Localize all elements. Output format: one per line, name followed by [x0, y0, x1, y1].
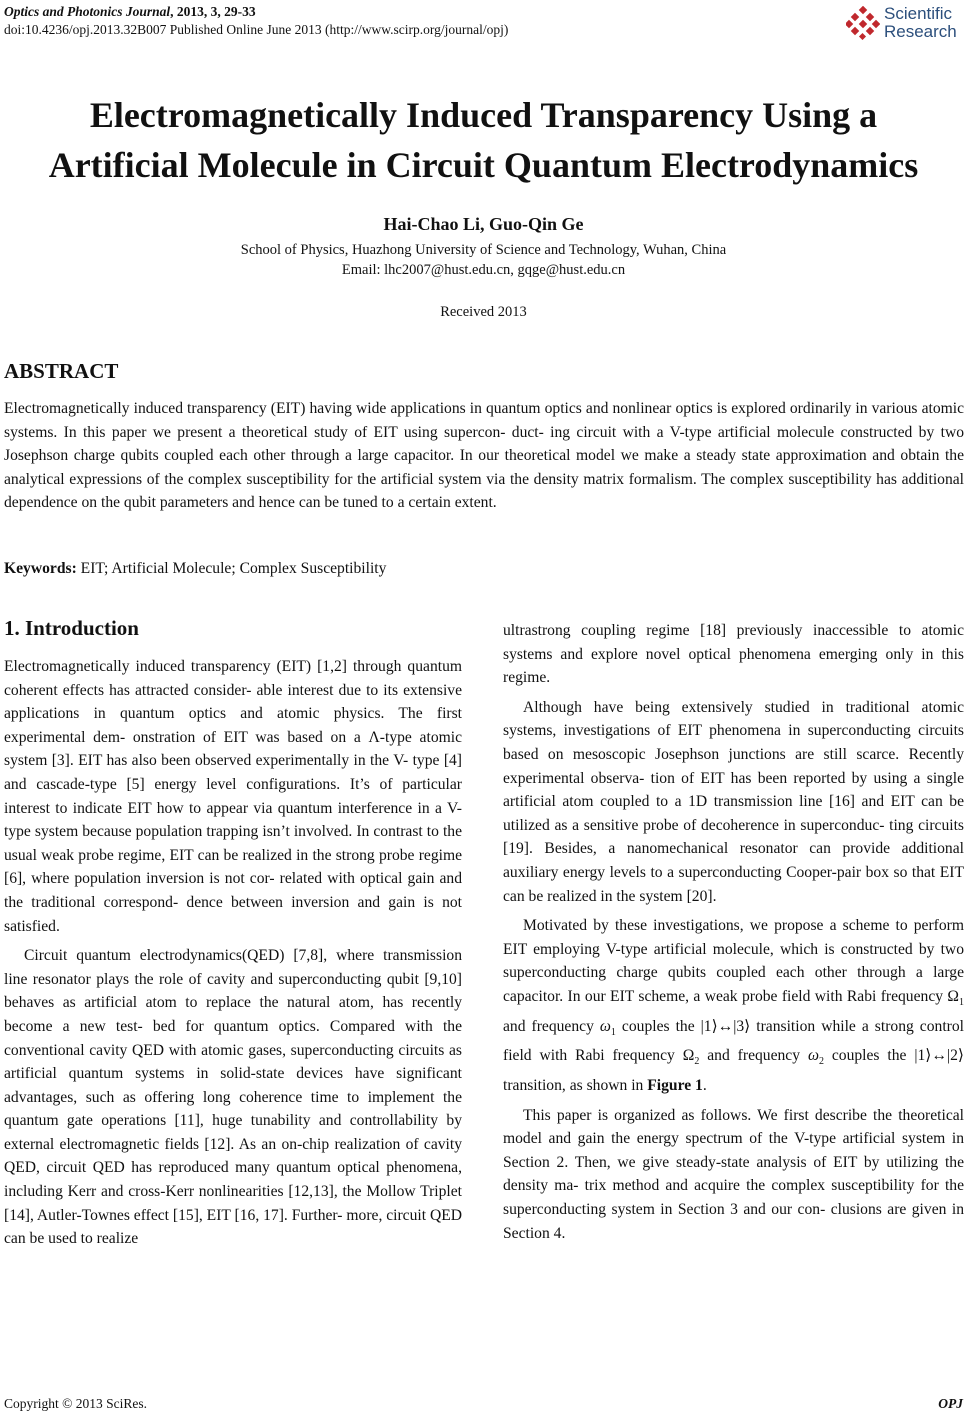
figure-1-link[interactable]: Figure 1 [647, 1077, 703, 1095]
logo-line2: Research [884, 22, 957, 41]
keywords-label: Keywords: [4, 560, 77, 577]
intro-paragraph-6: This paper is organized as follows. We first describe the theoretical model and gain the energy spectrum of the V-type artificial system in Section 2. Then, we give steady-state analysis of EIT by utilizing the density ma- trix method and acquire the complex susceptibility for the superconducting system in Section 3 and our con- clusions are given in Section 4. [503, 1106, 964, 1242]
keywords [4, 560, 386, 578]
authors: Hai-Chao Li, Guo-Qin Ge [383, 214, 584, 234]
transition-1-3: |1⟩↔|3⟩ [700, 1017, 751, 1035]
abstract-heading: ABSTRACT [4, 359, 119, 383]
paper-title [0, 90, 967, 190]
doi-line: doi:10.4236/opj.2013.32B007 Published Online June 2013 (http://www.scirp.org/journal/opj) [4, 22, 509, 37]
journal-name: Optics and Photonics Journal [4, 4, 171, 19]
keywords-text: EIT; Artificial Molecule; Complex Susceptibility [76, 560, 387, 577]
transition-1-2: |1⟩↔|2⟩ [914, 1047, 964, 1065]
logo-line1: Scientific [884, 4, 953, 23]
omega2-symbol: $\Omega_2$ [682, 1047, 700, 1068]
email: Email: lhc2007@hust.edu.cn, gqge@hust.edu.cn [341, 262, 626, 278]
title-line-1: Electromagnetically Induced Transparency Using a [89, 95, 878, 135]
intro-paragraph-1: Electromagnetically induced transparency (EIT) [1,2] through quantum coherent effects has attracted consider- able interest due to its extensive applications in quantum optics and atomic physics. The first experimental dem- onstration of EIT was based on a Λ-type atomic system [3]. EIT has also been observed experimentally in the V- type [4] and cascade-type [5] energy level configurations. It’s of particular interest to indicate EIT how to appear via quantum interference in a V-type system because population trapping isn’t involved. In contrast to the usual weak probe regime, EIT can be realized in the strong probe regime [6], where population inversion is not cor- related with optical gain and the traditional correspond- dence between inversion and gain is not satisfied. [4, 658, 462, 935]
intro-paragraph-4: Although have being extensively studied in traditional atomic systems, investigations of EIT phenomena in superconducting circuits based on mesoscopic Josephson junctions are still scarce. Recently experimental observa- tion of EIT has been reported by using a single artificial atom coupled to a 1D transmission line [16] and EIT can be utilized as a sensitive probe of decoherence in superconduc- ting circuits [19]. Besides, a nanomechanical resonator can provide additional auxiliary energy levels to a superconducting Cooper-pair box so that EIT can be realized in the system [20]. [503, 698, 964, 905]
omega1-symbol: $\Omega_1$ [947, 987, 964, 1009]
intro-paragraph-3: ultrastrong coupling regime [18] previously inaccessible to atomic systems and explore novel optical phenomena emerging only in this regime. [503, 622, 964, 687]
left-column [4, 655, 462, 1257]
omega1-frequency: ω [599, 1017, 611, 1035]
journal-header [4, 3, 256, 21]
journal-volume: , 2013, 3, 29-33 [170, 4, 256, 19]
title-line-2: Artificial Molecule in Circuit Quantum Electrodynamics [48, 145, 919, 185]
copyright: Copyright © 2013 SciRes. [4, 1396, 148, 1411]
intro-paragraph-2: Circuit quantum electrodynamics(QED) [7,8], where transmission line resonator plays the role of cavity and superconducting qubit [9,10] behaves as artificial atom to replace the natural atom, has recently become a new test- bed for quantum optics. Compared with the conventional cavity QED with atomic gases, superconducting circuits as artificial quantum systems in solid-state devices have significant advantages, such as offering long coherence time to implement the quantum gate operations [11], huge tunability and controllability by external electromagnetic fields [12]. As an on-chip realization of cavity QED, circuit QED has reproduced many quantum optical phenomena, including Kerr and cross-Kerr nonlinearities [12,13], the Mollow Triplet [14], Autler-Townes effect [15], EIT [16, 17]. Further- more, circuit QED can be used to realize [4, 947, 463, 1248]
right-column [503, 619, 964, 1251]
intro-paragraph-5: Motivated by these investigations, we propose a scheme to perform EIT employing V-type artificial molecule, which is constructed by two superconducting charge qubits coupled each other through a large capacitor. In our EIT scheme, a weak probe field with Rabi frequency $\Omega_1$ and frequency $\omega_1$ couples the |1⟩↔|3⟩ transition while a strong control field with Rabi frequency $\Omega_2$ and frequency $\omega_2$ couples the |1⟩↔|2⟩ transition, as shown in Figure 1. [503, 917, 964, 1095]
affiliation: School of Physics, Huazhong University of Science and Technology, Wuhan, China [240, 242, 727, 258]
publisher-logo [846, 2, 964, 44]
abstract-body: Electromagnetically induced transparency (EIT) having wide applications in quantum optics and nonlinear optics is explored ordinarily in various atomic systems. In this paper we present a theoretical study of EIT using supercon- duct- ing circuit with a V-type artificial molecule constructed by two Josephson charge qubits coupled each other through a large capacitor. In our theoretical model we make a steady state approximation and obtain the analytical expressions of the complex susceptibility for the artificial system via the density matrix formalism. The complex susceptibility has additional dependence on the qubit parameters and hence can be tuned to a certain extent. [4, 400, 964, 512]
journal-abbreviation: OPJ [938, 1396, 963, 1411]
received-date: Received 2013 [440, 304, 527, 320]
publisher-logo-mark-icon [846, 6, 880, 40]
omega2-frequency: ω [807, 1047, 819, 1065]
section-heading-introduction: 1. Introduction [4, 616, 139, 640]
